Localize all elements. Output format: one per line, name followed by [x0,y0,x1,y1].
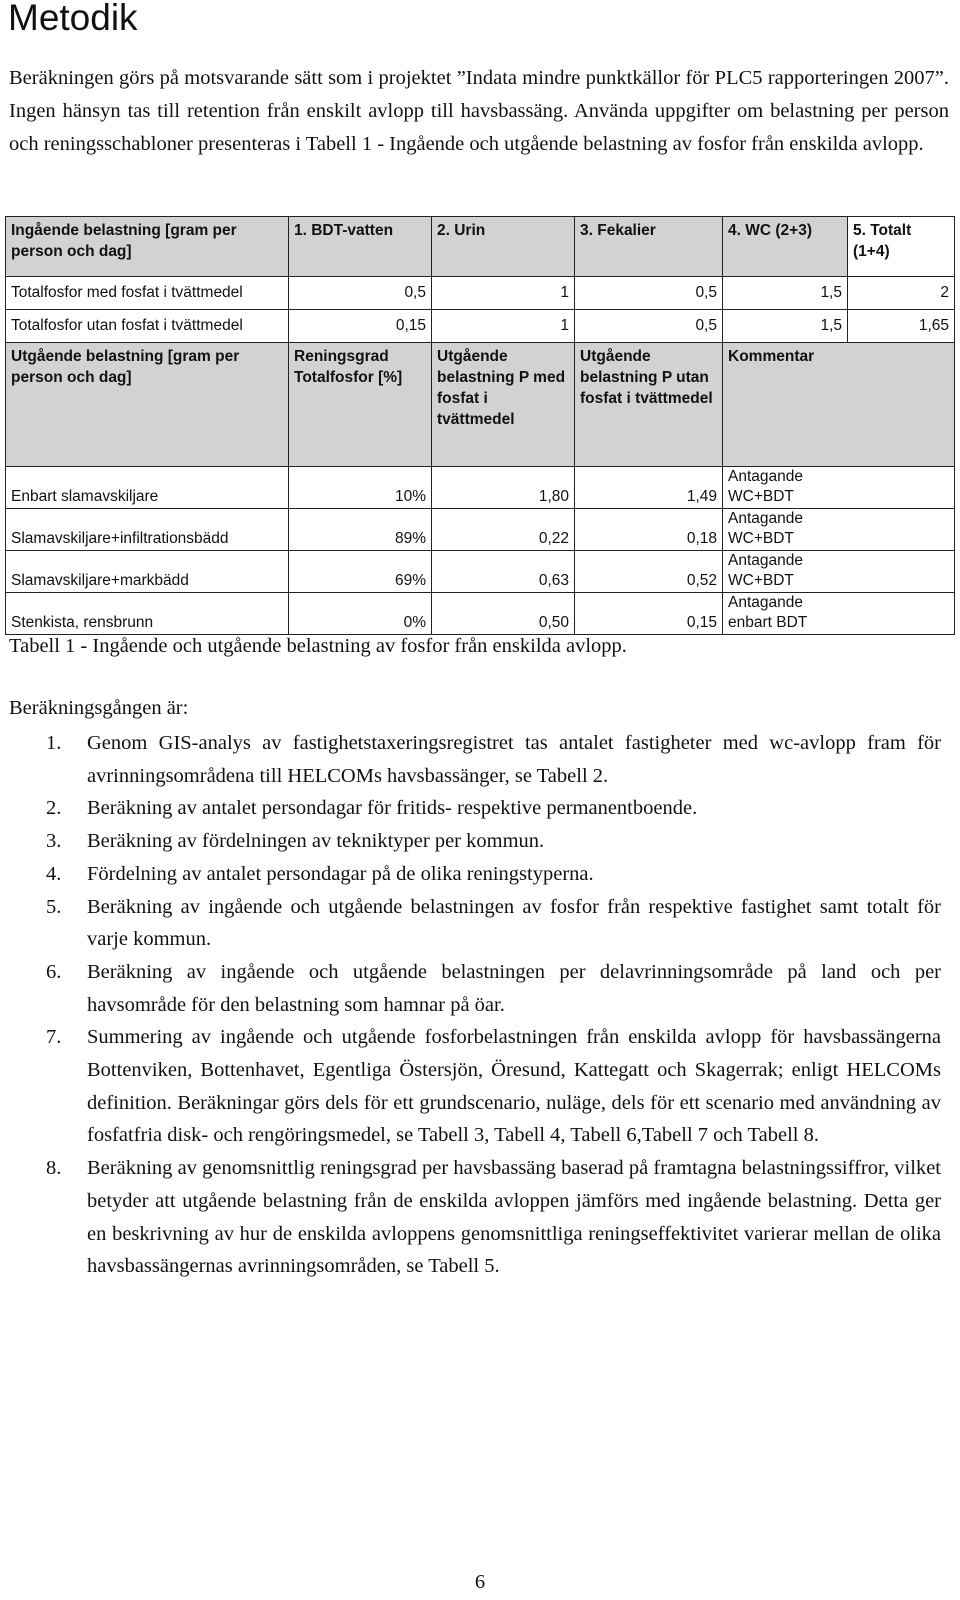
table-cell: 1,80 [432,467,575,509]
list-item-text: Beräkning av ingående och utgående belastningen per delavrinningsområde på land och per havsområde för den belastning som hamnar på öar. [87,960,941,1016]
list-item-text: Genom GIS-analys av fastighetstaxeringsregistret tas antalet fastigheter med wc-avlopp fram för avrinningsområdena till HELCOMs havsbassänger, se Tabell 2. [87,732,941,787]
list-item [9,891,941,956]
table-row [6,551,955,593]
list-item-number: 1. [46,732,62,754]
list-item-text: Summering av ingående och utgående fosforbelastningen från enskilda avlopp för havsbassängerna Bottenviken, Bottenhavet, Egentliga Östersjön, Öresund, Kattegatt och Skagerrak; enligt HELCOMs definition. Beräkningar görs dels för ett grundscenario, nuläge, dels för ett scenario med användning av fosfatfria disk- och rengöringsmedel, se Tabell 3, Tabell 4, Tabell 6,Tabell 7 och Tabell 8. [87,1026,941,1147]
comment-cell [723,509,955,551]
comment-line: Antagande [728,594,803,611]
list-item [9,1152,941,1283]
comment-line: WC+BDT [728,488,794,505]
list-item-text: Beräkning av ingående och utgående belastningen av fosfor från respektive fastighet samt totalt för varje kommun. [87,895,941,951]
list-item [9,1021,941,1152]
incoming-header-wc: 4. WC (2+3) [723,217,848,277]
table-cell: 0,15 [575,593,723,635]
list-item [9,792,941,825]
table-row [6,277,955,310]
table-cell: 0,5 [575,277,723,310]
list-item [9,858,941,891]
calculation-steps-list [9,727,941,1283]
incoming-header-label: Ingående belastning [gram per person och dag] [6,217,289,277]
intro-paragraph: Beräkningen görs på motsvarande sätt som i projektet ”Indata mindre punktkällor för PLC5 rapporteringen 2007”. Ingen hänsyn tas till retention från enskilt avlopp till havsbassäng. Använda uppgifter om belastning per person och reningsschabloner presenteras i Tabell 1 - Ingående och utgående belastning av fosfor från enskilda avlopp. [9,67,949,155]
table-cell: 1,49 [575,467,723,509]
page-number: 6 [474,1571,486,1593]
comment-line: Antagande [728,468,803,485]
table-row [6,310,955,343]
list-item [9,825,941,858]
table-cell: 0,5 [289,277,432,310]
list-item-text: Beräkning av genomsnittlig reningsgrad per havsbassäng baserad på framtagna belastningssiffror, vilket betyder att utgående belastning från de enskilda avloppen jämförs med ingående belastning. Detta ger en beskrivning av hur de enskilda avloppens genomsnittliga reningseffektivitet varierar mellan de olika havsbassängernas avrinningsområden, se Tabell 5. [87,1157,941,1278]
table-cell: 0,15 [289,310,432,343]
row-label: Slamavskiljare+infiltrationsbädd [6,509,289,551]
row-label: Totalfosfor utan fosfat i tvättmedel [6,310,289,343]
list-item-text: Fördelning av antalet persondagar på de olika reningstyperna. [87,862,594,885]
table-cell: 0,5 [575,310,723,343]
list-item-number: 5. [46,895,62,918]
table-cell: 89% [289,509,432,551]
table-cell: 0,18 [575,509,723,551]
outgoing-header-with-phosphate: Utgående belastning P med fosfat i tvättmedel [432,343,575,467]
list-item [9,956,941,1021]
outgoing-header-reningsgrad: Reningsgrad Totalfosfor [%] [289,343,432,467]
outgoing-header-comment: Kommentar [723,343,955,467]
table-row [6,509,955,551]
table-cell: 0,63 [432,551,575,593]
table-cell: 0% [289,593,432,635]
list-item-text: Beräkning av antalet persondagar för fritids- respektive permanentboende. [87,797,698,820]
outgoing-header-without-phosphate: Utgående belastning P utan fosfat i tvättmedel [575,343,723,467]
comment-cell [723,551,955,593]
table-cell: 2 [848,277,955,310]
list-item [9,727,941,792]
table-cell: 1 [432,277,575,310]
table-cell: 10% [289,467,432,509]
comment-cell [723,593,955,635]
list-item-number: 8. [46,1157,62,1180]
table-row [6,467,955,509]
table-cell: 1,65 [848,310,955,343]
table-cell: 1,5 [723,310,848,343]
table-cell: 0,50 [432,593,575,635]
table-cell: 1,5 [723,277,848,310]
comment-line: enbart BDT [728,614,808,631]
calculation-steps-label: Beräkningsgången är: [9,697,189,719]
outgoing-table-header-row [6,343,955,467]
incoming-table-header-row [6,217,955,277]
table-caption: Tabell 1 - Ingående och utgående belastning av fosfor från enskilda avlopp. [9,635,627,657]
row-label: Enbart slamavskiljare [6,467,289,509]
table-cell: 0,22 [432,509,575,551]
row-label: Slamavskiljare+markbädd [6,551,289,593]
incoming-load-table [5,216,955,343]
incoming-header-total: 5. Totalt (1+4) [848,217,955,277]
list-item-number: 6. [46,960,62,983]
incoming-header-urin: 2. Urin [432,217,575,277]
comment-line: Antagande [728,552,803,569]
list-item-text: Beräkning av fördelningen av tekniktyper per kommun. [87,830,545,853]
comment-line: WC+BDT [728,572,794,589]
outgoing-header-label: Utgående belastning [gram per person och dag] [6,343,289,467]
table-cell: 69% [289,551,432,593]
row-label: Stenkista, rensbrunn [6,593,289,635]
table-cell: 1 [432,310,575,343]
incoming-header-fekalier: 3. Fekalier [575,217,723,277]
outgoing-load-table [5,342,955,635]
table-row [6,593,955,635]
list-item-number: 4. [46,862,62,885]
table-cell: 0,52 [575,551,723,593]
comment-line: WC+BDT [728,530,794,547]
list-item-number: 2. [46,797,62,820]
row-label: Totalfosfor med fosfat i tvättmedel [6,277,289,310]
section-heading: Metodik [8,0,138,38]
incoming-header-bdt: 1. BDT-vatten [289,217,432,277]
comment-cell [723,467,955,509]
list-item-number: 3. [46,830,62,853]
list-item-number: 7. [46,1026,62,1049]
comment-line: Antagande [728,510,803,527]
